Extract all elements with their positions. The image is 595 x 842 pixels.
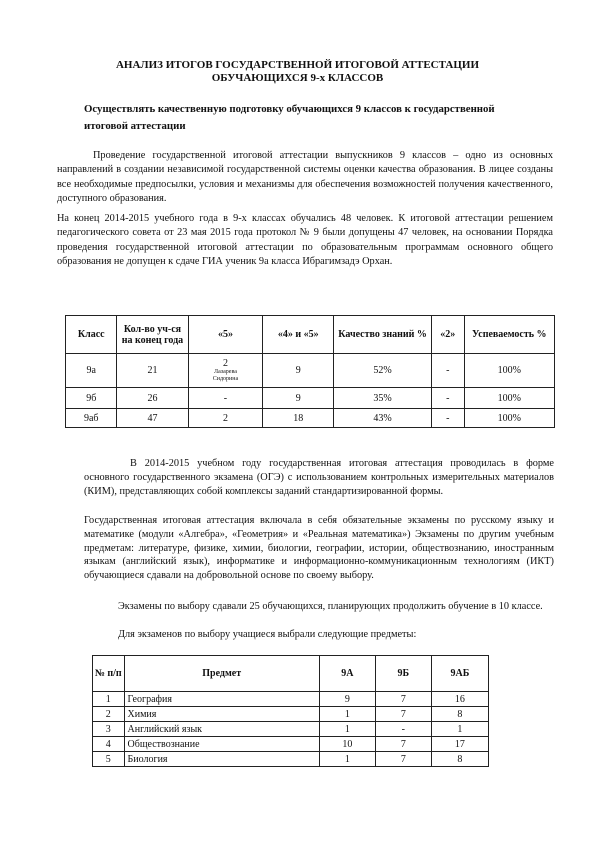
cell-9b: -: [375, 722, 431, 737]
table-row: [66, 409, 555, 428]
results-table: [65, 315, 555, 428]
cell-9a: 9: [319, 692, 375, 707]
paragraph-exam-form: В 2014-2015 учебном году государственная итоговая аттестация проводилась в форме основного государственного экзамена (ОГЭ) с использованием контрольных измерительных материалов (КИМ), представляющих собой комплексы заданий стандартизированной формы.: [84, 458, 554, 497]
cell-count: 47: [117, 409, 188, 428]
cell-success: 100%: [464, 354, 554, 388]
results-table-header: [66, 316, 555, 354]
document-title-line-2: ОБУЧАЮЩИХСЯ 9-х КЛАССОВ: [211, 72, 384, 84]
table-row: [93, 707, 489, 722]
cell-five-value: 2: [222, 358, 228, 369]
header-five: «5»: [188, 316, 263, 354]
subtitle-line-1: Осуществлять качественную подготовку обучающихся 9 классов к государственной: [84, 103, 495, 115]
cell-9ab: 16: [431, 692, 488, 707]
cell-9a: 1: [319, 722, 375, 737]
cell-9b: 7: [375, 737, 431, 752]
table-row: [93, 692, 489, 707]
cell-subject: Биология: [124, 752, 319, 767]
cell-subject: География: [124, 692, 319, 707]
cell-quality: 43%: [334, 409, 432, 428]
cell-number: 4: [93, 737, 125, 752]
cell-class: 9а: [66, 354, 117, 388]
paragraph-exam-content: Государственная итоговая аттестация включала в себя обязательные экзамены по русскому языку и математике (модули «Алгебра», «Геометрия» и «Реальная математика») Экзамены по другим учебным предметам: литературе, физике, химии, биологии, географии, истории, обществознанию, иностранным языкам (английский язык), информатике и информационно-коммуникационным технологиям (ИКТ) обучающиеся сдавали на добровольной основе по своему выбору.: [84, 515, 554, 582]
cell-four-five: 9: [263, 354, 334, 388]
cell-quality: 52%: [334, 354, 432, 388]
table-row: [66, 354, 555, 388]
subtitle-line-2: итоговой аттестации: [84, 120, 186, 132]
header-9ab: 9АБ: [431, 656, 488, 692]
cell-two: -: [431, 409, 464, 428]
cell-class: 9аб: [66, 409, 117, 428]
cell-five: -: [188, 388, 263, 409]
document-title-line-1: АНАЛИЗ ИТОГОВ ГОСУДАРСТВЕННОЙ ИТОГОВОЙ АТТЕСТАЦИИ: [115, 59, 479, 71]
cell-9ab: 1: [431, 722, 488, 737]
cell-number: 2: [93, 707, 125, 722]
paragraph-students-count: На конец 2014-2015 учебного года в 9-х классах обучались 48 человек. К итоговой аттестации решением педагогического совета от 23 мая 2015 года протокол № 9 были допущены 47 человек, на основании Порядка проведения государственной итоговой аттестации по образовательным программам основного общего образования не допущен к сдаче ГИА ученик 9а класса Ибрагимзадэ Орхан.: [57, 213, 553, 268]
header-9b: 9Б: [375, 656, 431, 692]
cell-number: 1: [93, 692, 125, 707]
elective-subjects-table: [92, 655, 489, 767]
header-9a: 9А: [319, 656, 375, 692]
header-four-five: «4» и «5»: [263, 316, 334, 354]
paragraph-intro: Проведение государственной итоговой аттестации выпускников 9 классов – одно из основных направлений в создании независимой государственной системы оценки качества образования. В лицее созданы все необходимые предпосылки, условия и механизмы для обеспечения возможностей получения качественного, доступного образования.: [57, 150, 553, 205]
cell-quality: 35%: [334, 388, 432, 409]
cell-count: 21: [117, 354, 188, 388]
header-count: Кол-во уч-ся на конец года: [117, 316, 188, 354]
cell-five: 2: [188, 409, 263, 428]
cell-two: -: [431, 388, 464, 409]
header-number: № п/п: [93, 656, 125, 692]
cell-subject: Обществознание: [124, 737, 319, 752]
cell-subject: Химия: [124, 707, 319, 722]
cell-four-five: 18: [263, 409, 334, 428]
paragraph-elective-intro: Для экзаменов по выбору учащиеся выбрали следующие предметы:: [118, 629, 417, 640]
cell-9a: 10: [319, 737, 375, 752]
cell-9b: 7: [375, 707, 431, 722]
cell-subject: Английский язык: [124, 722, 319, 737]
cell-number: 3: [93, 722, 125, 737]
header-success: Успеваемость %: [464, 316, 554, 354]
elective-table-header: [93, 656, 489, 692]
cell-success: 100%: [464, 409, 554, 428]
cell-9a: 1: [319, 707, 375, 722]
table-row: [93, 752, 489, 767]
paragraph-elective-count: Экзамены по выбору сдавали 25 обучающихся, планирующих продолжить обучение в 10 классе.: [118, 601, 543, 612]
cell-9ab: 8: [431, 707, 488, 722]
student-name: Лазарева: [214, 369, 237, 375]
header-quality: Качество знаний %: [334, 316, 432, 354]
table-row: [93, 737, 489, 752]
cell-9ab: 17: [431, 737, 488, 752]
table-row: [93, 722, 489, 737]
header-subject: Предмет: [124, 656, 319, 692]
cell-five: [188, 354, 263, 388]
cell-9a: 1: [319, 752, 375, 767]
cell-9b: 7: [375, 692, 431, 707]
header-class: Класс: [66, 316, 117, 354]
cell-9ab: 8: [431, 752, 488, 767]
header-two: «2»: [431, 316, 464, 354]
cell-four-five: 9: [263, 388, 334, 409]
cell-success: 100%: [464, 388, 554, 409]
cell-two: -: [431, 354, 464, 388]
cell-class: 9б: [66, 388, 117, 409]
cell-number: 5: [93, 752, 125, 767]
cell-9b: 7: [375, 752, 431, 767]
student-name: Сидорина: [212, 376, 239, 382]
table-row: [66, 388, 555, 409]
cell-count: 26: [117, 388, 188, 409]
